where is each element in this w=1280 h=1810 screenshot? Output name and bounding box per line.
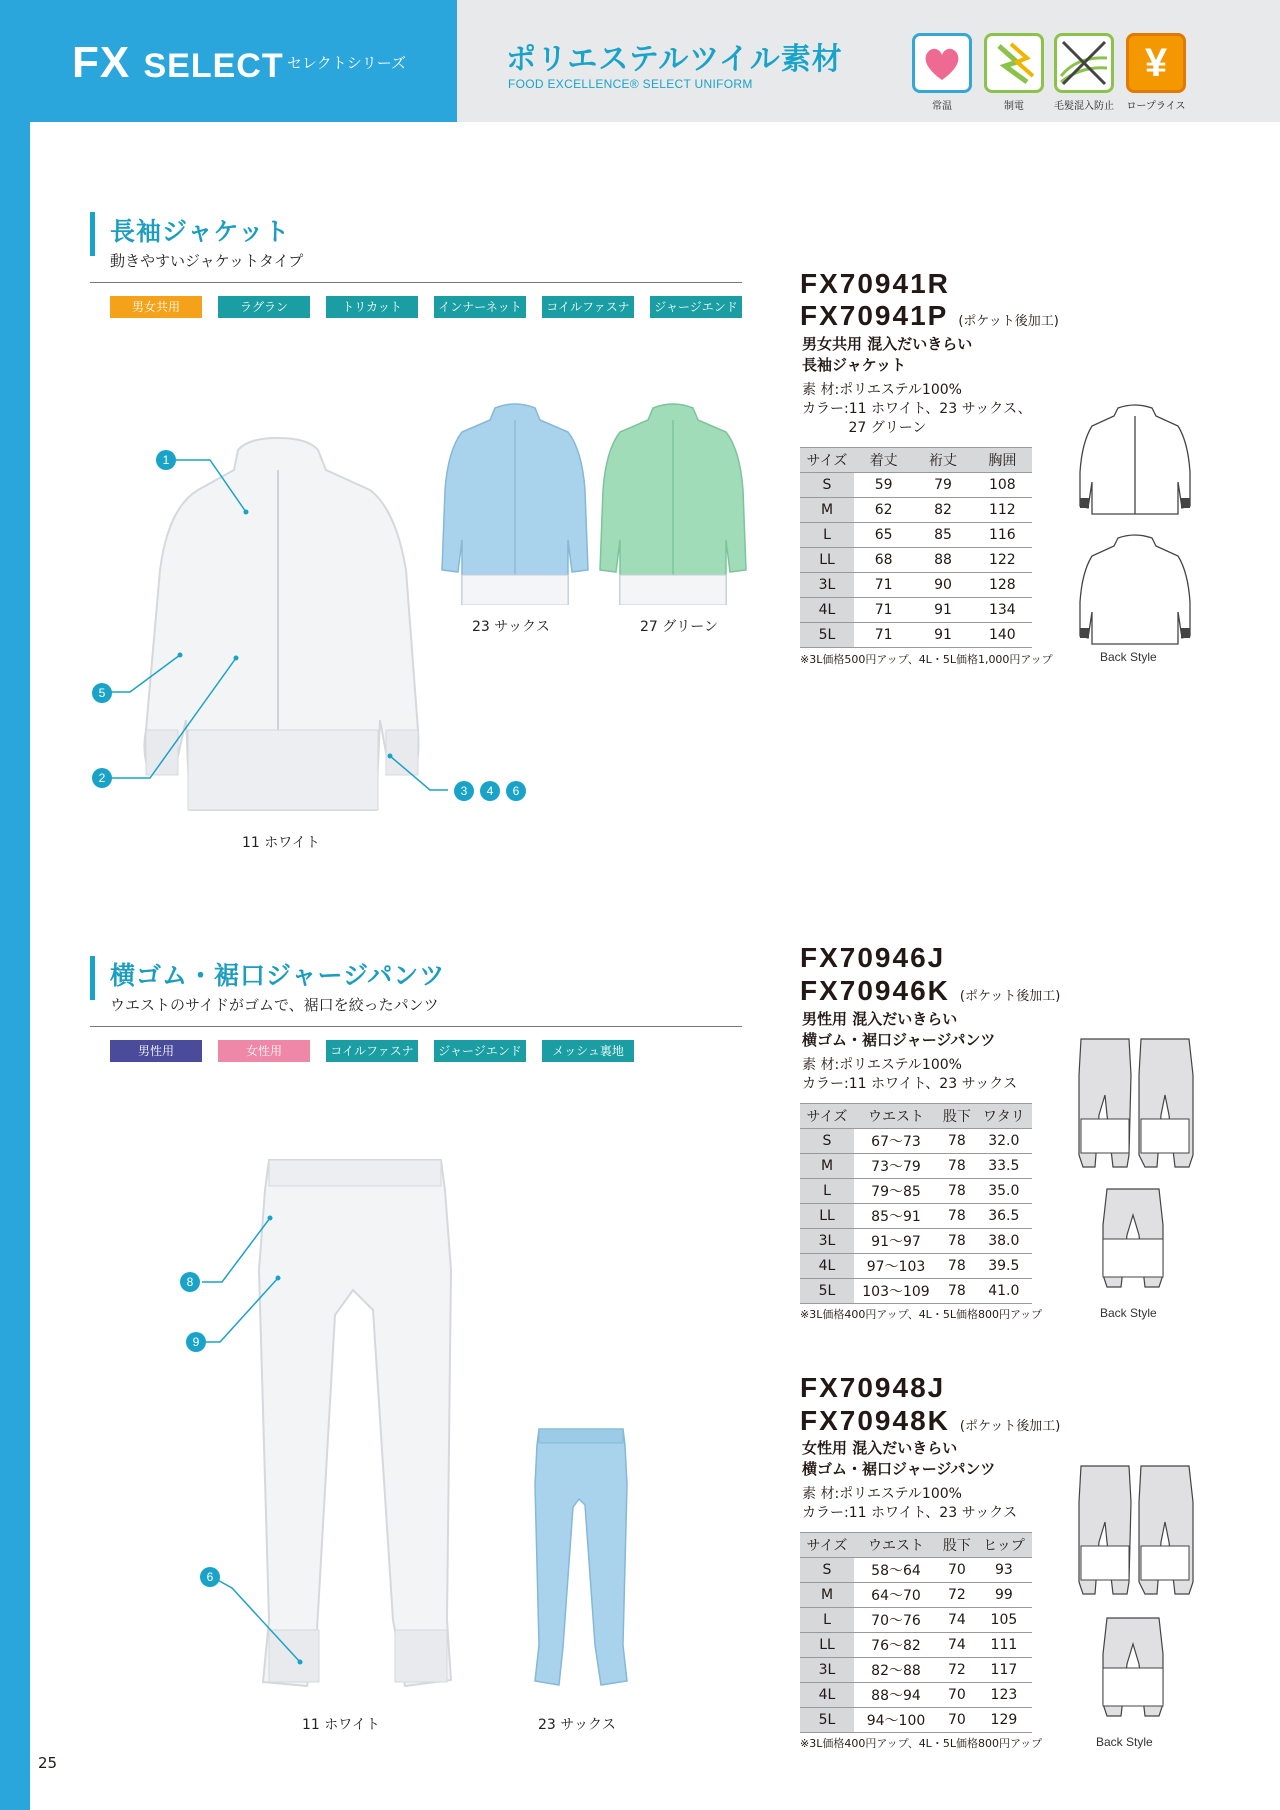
table-cell: 71 bbox=[854, 573, 913, 598]
price-footnote: ※3L価格400円アップ、4L・5L価格800円アップ bbox=[800, 1308, 1043, 1321]
table-row bbox=[800, 573, 1032, 598]
table-cell: 5L bbox=[800, 623, 854, 648]
table-row bbox=[800, 1279, 1032, 1304]
table-cell: M bbox=[800, 1583, 854, 1608]
product-colors: カラー:11 ホワイト、23 サックス、 27 グリーン bbox=[802, 401, 1032, 436]
table-cell: 78 bbox=[938, 1154, 976, 1179]
callout-number: 4 bbox=[480, 781, 500, 801]
pants-men-size-table bbox=[800, 1103, 1032, 1304]
pants-section-subtitle: ウエストのサイドがゴムで、裾口を絞ったパンツ bbox=[110, 996, 439, 1014]
table-cell: 71 bbox=[854, 623, 913, 648]
jacket-flat-drawing bbox=[1078, 402, 1193, 652]
no-hair-icon bbox=[1054, 33, 1114, 93]
table-cell: 79 bbox=[913, 473, 972, 498]
table-header: 股下 bbox=[938, 1104, 976, 1129]
table-header-row bbox=[800, 1104, 1032, 1129]
pocket-note: (ポケット後加工) bbox=[959, 1419, 1061, 1434]
product-name-line2: 長袖ジャケット bbox=[802, 356, 906, 374]
table-cell: 41.0 bbox=[976, 1279, 1032, 1304]
table-header: 着丈 bbox=[854, 448, 913, 473]
table-header: サイズ bbox=[800, 448, 854, 473]
table-cell: 91 bbox=[913, 623, 972, 648]
product-material: 素 材:ポリエステル100% bbox=[802, 382, 962, 398]
back-style-label: Back Style bbox=[1096, 1735, 1153, 1749]
table-cell: 85～91 bbox=[854, 1204, 938, 1229]
jacket-green-caption: 27 グリーン bbox=[640, 619, 718, 635]
table-cell: 38.0 bbox=[976, 1229, 1032, 1254]
table-cell: 123 bbox=[976, 1683, 1032, 1708]
pants-women-size-table bbox=[800, 1532, 1032, 1733]
tag-jersey-end: ジャージエンド bbox=[434, 1040, 526, 1062]
table-cell: 65 bbox=[854, 523, 913, 548]
table-cell: 36.5 bbox=[976, 1204, 1032, 1229]
pants-white-caption: 11 ホワイト bbox=[302, 1717, 380, 1733]
page-number: 25 bbox=[38, 1754, 58, 1772]
table-cell: 70～76 bbox=[854, 1608, 938, 1633]
table-header-row bbox=[800, 1533, 1032, 1558]
callout-number: 6 bbox=[200, 1567, 220, 1587]
table-cell: LL bbox=[800, 548, 854, 573]
material-subtitle: FOOD EXCELLENCE® SELECT UNIFORM bbox=[508, 77, 753, 91]
table-cell: 58～64 bbox=[854, 1558, 938, 1583]
static-wave-icon bbox=[984, 33, 1044, 93]
feature-label: 毛髪混入防止 bbox=[1054, 101, 1114, 112]
callout-number: 3 bbox=[454, 781, 474, 801]
table-header: サイズ bbox=[800, 1104, 854, 1129]
table-cell: 99 bbox=[976, 1583, 1032, 1608]
table-cell: M bbox=[800, 498, 854, 523]
table-cell: 73～79 bbox=[854, 1154, 938, 1179]
tag-inner-net: インナーネット bbox=[434, 296, 526, 318]
side-accent-bar bbox=[0, 122, 30, 1810]
table-cell: 94～100 bbox=[854, 1708, 938, 1733]
table-cell: 4L bbox=[800, 598, 854, 623]
table-cell: L bbox=[800, 1179, 854, 1204]
table-cell: 78 bbox=[938, 1229, 976, 1254]
pants-tag-list bbox=[110, 1040, 634, 1080]
table-cell: 3L bbox=[800, 1658, 854, 1683]
table-cell: 134 bbox=[973, 598, 1032, 623]
table-header: サイズ bbox=[800, 1533, 854, 1558]
jacket-green-image bbox=[598, 400, 748, 605]
table-cell: 35.0 bbox=[976, 1179, 1032, 1204]
product-code-pocket bbox=[800, 975, 1060, 1007]
table-cell: 4L bbox=[800, 1254, 854, 1279]
pants-section-title: 横ゴム・裾口ジャージパンツ bbox=[110, 961, 446, 990]
pocket-note: (ポケット後加工) bbox=[959, 989, 1061, 1004]
product-code-k: FX70948K bbox=[800, 1405, 950, 1436]
table-row bbox=[800, 1558, 1032, 1583]
table-cell: 105 bbox=[976, 1608, 1032, 1633]
table-cell: 71 bbox=[854, 598, 913, 623]
table-cell: 67～73 bbox=[854, 1129, 938, 1154]
table-cell: 117 bbox=[976, 1658, 1032, 1683]
product-code-pocket bbox=[800, 300, 1059, 332]
jacket-sax-caption: 23 サックス bbox=[472, 619, 550, 635]
table-cell: S bbox=[800, 473, 854, 498]
table-cell: 82 bbox=[913, 498, 972, 523]
table-cell: 68 bbox=[854, 548, 913, 573]
table-row bbox=[800, 523, 1032, 548]
table-row bbox=[800, 1658, 1032, 1683]
back-style-label: Back Style bbox=[1100, 650, 1157, 664]
jacket-tag-list bbox=[110, 296, 742, 336]
section-accent bbox=[90, 956, 95, 1000]
table-cell: 70 bbox=[938, 1708, 976, 1733]
callout-number: 2 bbox=[92, 768, 112, 788]
table-cell: 78 bbox=[938, 1254, 976, 1279]
table-cell: 108 bbox=[973, 473, 1032, 498]
table-row bbox=[800, 1229, 1032, 1254]
table-row bbox=[800, 1633, 1032, 1658]
table-cell: 91 bbox=[913, 598, 972, 623]
tag-mesh-lining: メッシュ裏地 bbox=[542, 1040, 634, 1062]
series-label: セレクトシリーズ bbox=[287, 54, 406, 72]
table-row bbox=[800, 1683, 1032, 1708]
product-material: 素 材:ポリエステル100% bbox=[802, 1057, 962, 1073]
callout-number: 6 bbox=[506, 781, 526, 801]
product-code: FX70941R bbox=[800, 268, 950, 299]
feature-label: ロープライス bbox=[1126, 101, 1186, 112]
table-cell: 129 bbox=[976, 1708, 1032, 1733]
table-header: 裄丈 bbox=[913, 448, 972, 473]
table-row bbox=[800, 1608, 1032, 1633]
back-style-label: Back Style bbox=[1100, 1306, 1157, 1320]
tag-men: 男性用 bbox=[110, 1040, 202, 1062]
table-row bbox=[800, 1254, 1032, 1279]
tag-coil-zipper: コイルファスナー bbox=[542, 296, 634, 318]
table-cell: 97～103 bbox=[854, 1254, 938, 1279]
pants-sax-image bbox=[533, 1425, 629, 1687]
jacket-section-subtitle: 動きやすいジャケットタイプ bbox=[110, 252, 304, 270]
table-cell: L bbox=[800, 523, 854, 548]
jacket-size-table bbox=[800, 447, 1032, 648]
table-header: ワタリ bbox=[976, 1104, 1032, 1129]
tag-unisex: 男女共用 bbox=[110, 296, 202, 318]
section-divider bbox=[90, 282, 742, 283]
table-cell: LL bbox=[800, 1633, 854, 1658]
table-cell: 33.5 bbox=[976, 1154, 1032, 1179]
table-header-row bbox=[800, 448, 1032, 473]
table-cell: 140 bbox=[973, 623, 1032, 648]
product-code: FX70946J bbox=[800, 942, 946, 973]
table-cell: 4L bbox=[800, 1683, 854, 1708]
table-cell: 74 bbox=[938, 1633, 976, 1658]
table-cell: 74 bbox=[938, 1608, 976, 1633]
jacket-section-title: 長袖ジャケット bbox=[110, 217, 291, 246]
table-row bbox=[800, 1708, 1032, 1733]
product-name-line2: 横ゴム・裾口ジャージパンツ bbox=[802, 1031, 996, 1049]
tag-tricut: トリカット bbox=[326, 296, 418, 318]
table-cell: 32.0 bbox=[976, 1129, 1032, 1154]
jacket-sax-image bbox=[440, 400, 590, 605]
price-footnote: ※3L価格400円アップ、4L・5L価格800円アップ bbox=[800, 1737, 1043, 1750]
jacket-white-caption: 11 ホワイト bbox=[242, 835, 320, 851]
table-header: ウエスト bbox=[854, 1533, 938, 1558]
tag-women: 女性用 bbox=[218, 1040, 310, 1062]
product-name-line1: 男女共用 混入だいきらい bbox=[802, 335, 973, 353]
table-cell: 85 bbox=[913, 523, 972, 548]
table-cell: 3L bbox=[800, 573, 854, 598]
table-cell: 90 bbox=[913, 573, 972, 598]
product-code: FX70948J bbox=[800, 1372, 946, 1403]
table-cell: 128 bbox=[973, 573, 1032, 598]
brand-logo bbox=[72, 38, 284, 88]
table-cell: S bbox=[800, 1558, 854, 1583]
yen-icon: ¥ bbox=[1126, 33, 1186, 93]
table-cell: 59 bbox=[854, 473, 913, 498]
table-cell: 76～82 bbox=[854, 1633, 938, 1658]
table-row bbox=[800, 548, 1032, 573]
table-cell: 64～70 bbox=[854, 1583, 938, 1608]
pants-women-flat-drawing bbox=[1077, 1462, 1195, 1724]
tag-raglan: ラグラン bbox=[218, 296, 310, 318]
table-cell: 78 bbox=[938, 1129, 976, 1154]
table-cell: 78 bbox=[938, 1179, 976, 1204]
table-header: ウエスト bbox=[854, 1104, 938, 1129]
table-cell: 78 bbox=[938, 1204, 976, 1229]
brand-select: SELECT bbox=[143, 47, 284, 85]
table-cell: 88 bbox=[913, 548, 972, 573]
table-row bbox=[800, 1583, 1032, 1608]
table-cell: 93 bbox=[976, 1558, 1032, 1583]
table-row bbox=[800, 1129, 1032, 1154]
table-cell: 112 bbox=[973, 498, 1032, 523]
table-cell: 116 bbox=[973, 523, 1032, 548]
material-title: ポリエステルツイル素材 bbox=[506, 42, 843, 77]
product-colors: カラー:11 ホワイト、23 サックス bbox=[802, 1505, 1018, 1521]
table-cell: S bbox=[800, 1129, 854, 1154]
product-colors: カラー:11 ホワイト、23 サックス bbox=[802, 1076, 1018, 1092]
section-accent bbox=[90, 212, 95, 256]
price-footnote: ※3L価格500円アップ、4L・5L価格1,000円アップ bbox=[800, 653, 1053, 666]
table-header: 股下 bbox=[938, 1533, 976, 1558]
callout-number: 8 bbox=[180, 1272, 200, 1292]
table-cell: 5L bbox=[800, 1708, 854, 1733]
table-cell: 72 bbox=[938, 1583, 976, 1608]
tag-jersey-end: ジャージエンド bbox=[650, 296, 742, 318]
table-row bbox=[800, 498, 1032, 523]
product-name-line1: 男性用 混入だいきらい bbox=[802, 1010, 958, 1028]
table-cell: M bbox=[800, 1154, 854, 1179]
section-divider bbox=[90, 1026, 742, 1027]
pants-sax-caption: 23 サックス bbox=[538, 1717, 616, 1733]
table-cell: 79～85 bbox=[854, 1179, 938, 1204]
tag-coil-zipper: コイルファスナー bbox=[326, 1040, 418, 1062]
table-cell: 88～94 bbox=[854, 1683, 938, 1708]
callout-number: 5 bbox=[92, 683, 112, 703]
heart-icon bbox=[912, 33, 972, 93]
table-header: 胸囲 bbox=[973, 448, 1032, 473]
table-cell: 70 bbox=[938, 1683, 976, 1708]
product-name-line2: 横ゴム・裾口ジャージパンツ bbox=[802, 1460, 996, 1478]
pocket-note: (ポケット後加工) bbox=[958, 314, 1059, 329]
table-row bbox=[800, 1154, 1032, 1179]
product-code-pocket bbox=[800, 1405, 1060, 1437]
pants-men-flat-drawing bbox=[1077, 1035, 1195, 1295]
product-material: 素 材:ポリエステル100% bbox=[802, 1486, 962, 1502]
table-row bbox=[800, 1204, 1032, 1229]
product-name-line1: 女性用 混入だいきらい bbox=[802, 1439, 958, 1457]
table-cell: 5L bbox=[800, 1279, 854, 1304]
table-header: ヒップ bbox=[976, 1533, 1032, 1558]
table-cell: 3L bbox=[800, 1229, 854, 1254]
brand-fx: FX bbox=[72, 38, 131, 87]
table-cell: 62 bbox=[854, 498, 913, 523]
table-row bbox=[800, 623, 1032, 648]
table-cell: 91～97 bbox=[854, 1229, 938, 1254]
table-cell: L bbox=[800, 1608, 854, 1633]
table-row bbox=[800, 473, 1032, 498]
product-code-k: FX70946K bbox=[800, 975, 950, 1006]
feature-label: 常温 bbox=[932, 101, 952, 112]
callout-number: 1 bbox=[156, 450, 176, 470]
table-cell: 78 bbox=[938, 1279, 976, 1304]
table-cell: 122 bbox=[973, 548, 1032, 573]
table-row bbox=[800, 1179, 1032, 1204]
callout-number: 9 bbox=[186, 1332, 206, 1352]
product-code-p: FX70941P bbox=[800, 300, 949, 331]
table-cell: 72 bbox=[938, 1658, 976, 1683]
table-row bbox=[800, 598, 1032, 623]
table-cell: 111 bbox=[976, 1633, 1032, 1658]
table-cell: LL bbox=[800, 1204, 854, 1229]
table-cell: 82～88 bbox=[854, 1658, 938, 1683]
table-cell: 70 bbox=[938, 1558, 976, 1583]
table-cell: 103～109 bbox=[854, 1279, 938, 1304]
feature-label: 制電 bbox=[1004, 101, 1024, 112]
table-cell: 39.5 bbox=[976, 1254, 1032, 1279]
